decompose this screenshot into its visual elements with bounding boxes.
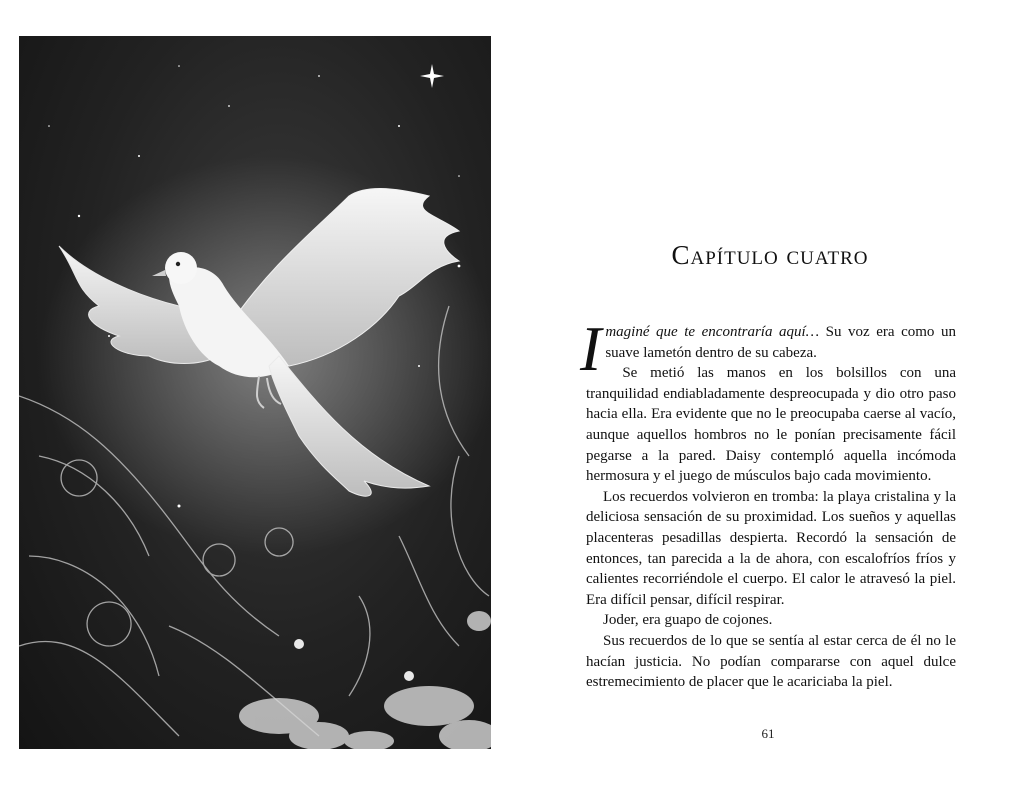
chapter-title: Capítulo cuatro [671, 240, 869, 270]
chapter-body [580, 313, 956, 693]
opening-text: Su voz era como un suave lametón dentro de su cabeza. [605, 324, 956, 361]
paragraph: Se metió las manos en los bolsillos con una tranquilidad endiabladamente despreocupada y dio otro paso hacia ella. Era evidente que no le preocupaba caerse al vacío, aunque aquellos hombros no le ponían precisamente fácil pegarse a la pared. Daisy contempló aquella incómoda hermosura y el juego de músculos bajo cada movimiento. [586, 365, 956, 485]
dove-head [165, 252, 197, 284]
paragraph: Joder, era guapo de cojones. [603, 612, 773, 629]
foliage [239, 611, 491, 749]
opening-italic-text: maginé que te encontraría aquí… [605, 324, 820, 340]
dove-eye [176, 262, 180, 266]
dove-artwork [19, 36, 491, 749]
drop-cap: I [580, 313, 602, 384]
paragraph: Los recuerdos volvieron en tromba: la playa cristalina y la deliciosa sensación de su proximidad. Los sueños y aquellas placenteras pesadillas despierta. Recordó la sensación de entonces, tan parecida a la de ahora, con escalofríos fríos y calientes recorriéndole el cuerpo. El calor le atravesó la piel. Era difícil pensar, difícil respirar. [586, 488, 956, 608]
opening-paragraph [580, 313, 956, 384]
page-number: 61 [761, 726, 775, 741]
sparkle-star-icon [420, 64, 444, 88]
paragraph: Sus recuerdos de lo que se sentía al estar cerca de él no le hacían justicia. No podían compararse con aquel dulce estremecimiento de placer que le acariciaba la piel. [586, 632, 956, 691]
dove-illustration [19, 36, 491, 749]
